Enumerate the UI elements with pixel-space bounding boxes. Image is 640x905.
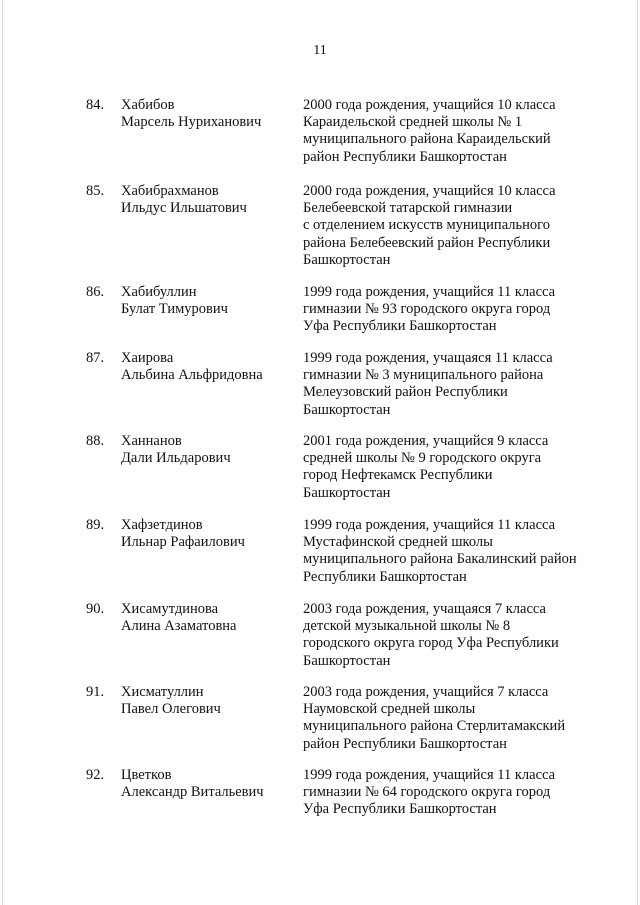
entry-description	[303, 517, 603, 586]
given-names: Булат Тимурович	[121, 301, 228, 318]
description-line: муниципального района Караидельский	[303, 131, 551, 148]
description-line: Караидельской средней школы № 1	[303, 114, 523, 131]
surname: Ханнанов	[121, 433, 182, 449]
description-line: Башкортостан	[303, 652, 391, 669]
entry-description	[303, 284, 603, 336]
description-line: город Нефтекамск Республики	[303, 467, 493, 484]
description-line: детской музыкальной школы № 8	[303, 618, 511, 635]
description-line: Башкортостан	[303, 484, 391, 501]
description-line: Мелеузовский район Республики	[303, 384, 508, 401]
surname: Хисамутдинова	[121, 601, 219, 617]
entry-number: 84.	[86, 97, 105, 113]
description-line: Башкортостан	[303, 251, 391, 268]
entry-number: 90.	[86, 601, 105, 617]
surname: Хабибуллин	[121, 284, 197, 300]
given-names: Павел Олегович	[121, 701, 221, 718]
description-line: 1999 года рождения, учащийся 11 класса	[303, 284, 556, 300]
description-line: Уфа Республики Башкортостан	[303, 801, 497, 818]
description-line: район Республики Башкортостан	[303, 148, 507, 165]
entry-description	[303, 767, 603, 819]
entry-description	[303, 97, 603, 166]
description-line: Республики Башкортостан	[303, 568, 467, 585]
description-line: района Белебеевский район Республики	[303, 234, 551, 251]
description-line: гимназии № 3 муниципального района	[303, 367, 544, 384]
description-line: Уфа Республики Башкортостан	[303, 318, 497, 335]
description-line: 2003 года рождения, учащийся 7 класса	[303, 684, 549, 700]
surname: Хаирова	[121, 350, 174, 366]
entry-number: 87.	[86, 350, 105, 366]
surname: Хабибов	[121, 97, 175, 113]
entry-name	[121, 97, 296, 131]
description-line: 2001 года рождения, учащийся 9 класса	[303, 433, 549, 449]
entry-name	[121, 183, 296, 217]
surname: Хисматуллин	[121, 684, 204, 700]
description-line: Башкортостан	[303, 401, 391, 418]
description-line: Белебеевской татарской гимназии	[303, 200, 513, 217]
given-names: Дали Ильдарович	[121, 450, 231, 467]
entry-name	[121, 601, 296, 635]
entry-name	[121, 350, 296, 384]
surname: Хафзетдинов	[121, 517, 203, 533]
description-line: 2000 года рождения, учащийся 10 класса	[303, 97, 556, 113]
entry-description	[303, 350, 603, 419]
entry-description	[303, 433, 603, 502]
entry-number: 92.	[86, 767, 105, 783]
entry-number: 89.	[86, 517, 105, 533]
description-line: 2000 года рождения, учащийся 10 класса	[303, 183, 556, 199]
description-line: район Республики Башкортостан	[303, 735, 507, 752]
description-line: 1999 года рождения, учащийся 11 класса	[303, 767, 556, 783]
description-line: городского округа город Уфа Республики	[303, 635, 559, 652]
entry-name	[121, 684, 296, 718]
given-names: Александр Витальевич	[121, 784, 264, 801]
entry-description	[303, 183, 603, 269]
entry-number: 88.	[86, 433, 105, 449]
description-line: гимназии № 64 городского округа город	[303, 784, 551, 801]
description-line: средней школы № 9 городского округа	[303, 450, 542, 467]
given-names: Ильдус Ильшатович	[121, 200, 247, 217]
description-line: муниципального района Бакалинский район	[303, 551, 577, 568]
description-line: 1999 года рождения, учащийся 11 класса	[303, 517, 556, 533]
description-line: 2003 года рождения, учащаяся 7 класса	[303, 601, 546, 617]
description-line: гимназии № 93 городского округа город	[303, 301, 551, 318]
given-names: Альбина Альфридовна	[121, 367, 263, 384]
entry-number: 86.	[86, 284, 105, 300]
given-names: Марсель Нуриханович	[121, 114, 262, 131]
surname: Хабибрахманов	[121, 183, 219, 199]
page-number: 11	[313, 43, 327, 58]
entry-name	[121, 517, 296, 551]
description-line: Наумовской средней школы	[303, 701, 476, 718]
description-line: Мустафинской средней школы	[303, 534, 493, 551]
entry-number: 91.	[86, 684, 105, 700]
description-line: с отделением искусств муниципального	[303, 217, 550, 234]
description-line: 1999 года рождения, учащаяся 11 класса	[303, 350, 553, 366]
entry-number: 85.	[86, 183, 105, 199]
entry-description	[303, 684, 603, 753]
given-names: Ильнар Рафаилович	[121, 534, 245, 551]
scan-edge-right	[637, 0, 638, 905]
given-names: Алина Азаматовна	[121, 618, 237, 635]
entry-name	[121, 284, 296, 318]
description-line: муниципального района Стерлитамакский	[303, 718, 566, 735]
surname: Цветков	[121, 767, 172, 783]
entry-name	[121, 767, 296, 801]
entry-name	[121, 433, 296, 467]
scan-edge-left	[2, 0, 3, 905]
entry-description	[303, 601, 603, 670]
